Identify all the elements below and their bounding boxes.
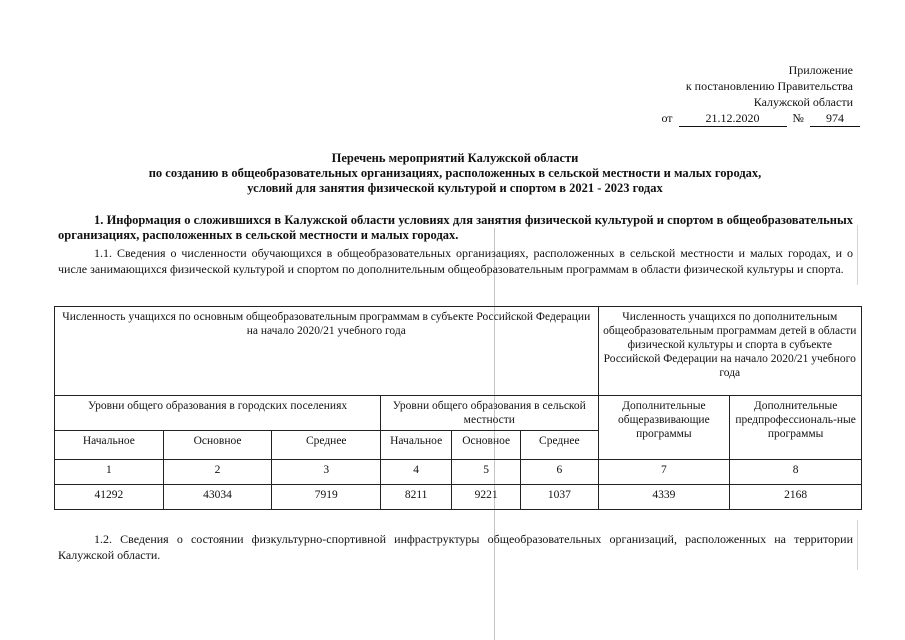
appendix-line1: Приложение <box>788 63 853 77</box>
header-dev-programs: Дополнительные общеразвивающие программы <box>598 396 730 460</box>
title-line1: Перечень мероприятий Калужской области <box>331 151 579 165</box>
level-cell: Основное <box>452 431 521 460</box>
value-cell: 1037 <box>521 485 598 510</box>
title-line3: условий для занятия физической культурой и спортом в 2021 - 2023 годах <box>247 181 663 195</box>
value-cell: 43034 <box>163 485 272 510</box>
value-cell: 7919 <box>272 485 381 510</box>
value-cell: 41292 <box>55 485 164 510</box>
date-number-line <box>661 111 860 127</box>
from-label: от <box>661 111 673 125</box>
scan-artifact-line <box>857 225 858 285</box>
level-cell: Среднее <box>272 431 381 460</box>
appendix-line3: Калужской области <box>753 95 853 109</box>
decree-number: 974 <box>810 111 860 127</box>
col-number: 1 <box>55 460 164 485</box>
col-number: 2 <box>163 460 272 485</box>
col-number: 4 <box>381 460 452 485</box>
decree-date: 21.12.2020 <box>679 111 787 127</box>
col-number: 6 <box>521 460 598 485</box>
col-number: 3 <box>272 460 381 485</box>
document-title <box>60 151 850 196</box>
col-number: 7 <box>598 460 730 485</box>
header-urban: Уровни общего образования в городских поселениях <box>55 396 381 431</box>
section1-heading: 1. Информация о сложившихся в Калужской области условиях для занятия физической культурой и спортом в общеобразовательных организациях, расположенных в сельской местности и малых городах. <box>58 213 853 242</box>
value-cell: 8211 <box>381 485 452 510</box>
number-label: № <box>792 111 804 125</box>
paragraph-1-1: 1.1. Сведения о численности обучающихся в общеобразовательных организациях, расположенных в сельской местности и малых городах, и о числе занимающихся физической культурой и спортом по дополнительным общеобразовательным программам в области физической культуры и спорта. <box>58 246 853 276</box>
header-rural: Уровни общего образования в сельской местности <box>381 396 598 431</box>
appendix-line2: к постановлению Правительства <box>685 79 853 93</box>
level-cell: Основное <box>163 431 272 460</box>
paragraph-1-2: 1.2. Сведения о состоянии физкультурно-спортивной инфраструктуры общеобразовательных организаций, расположенных на территории Калужской области. <box>58 532 853 562</box>
scan-artifact-line <box>857 520 858 570</box>
level-cell: Начальное <box>55 431 164 460</box>
value-cell: 2168 <box>730 485 862 510</box>
scan-artifact-line <box>494 228 495 640</box>
value-cell: 9221 <box>452 485 521 510</box>
col-number: 5 <box>452 460 521 485</box>
title-line2: по созданию в общеобразовательных организациях, расположенных в сельской местности и малых городах, <box>148 166 762 180</box>
level-cell: Среднее <box>521 431 598 460</box>
col-number: 8 <box>730 460 862 485</box>
appendix-block <box>593 62 853 110</box>
value-cell: 4339 <box>598 485 730 510</box>
header-preprof-programs: Дополнительные предпрофессиональ-ные программы <box>730 396 862 460</box>
header-main: Численность учащихся по основным общеобразовательным программам в субъекте Российской Федерации на начало 2020/21 учебного года <box>55 307 599 396</box>
students-table <box>54 306 862 510</box>
header-extra: Численность учащихся по дополнительным общеобразовательным программам детей в области физической культуры и спорта в субъекте Российской Федерации на начало 2020/21 учебного года <box>598 307 861 396</box>
level-cell: Начальное <box>381 431 452 460</box>
